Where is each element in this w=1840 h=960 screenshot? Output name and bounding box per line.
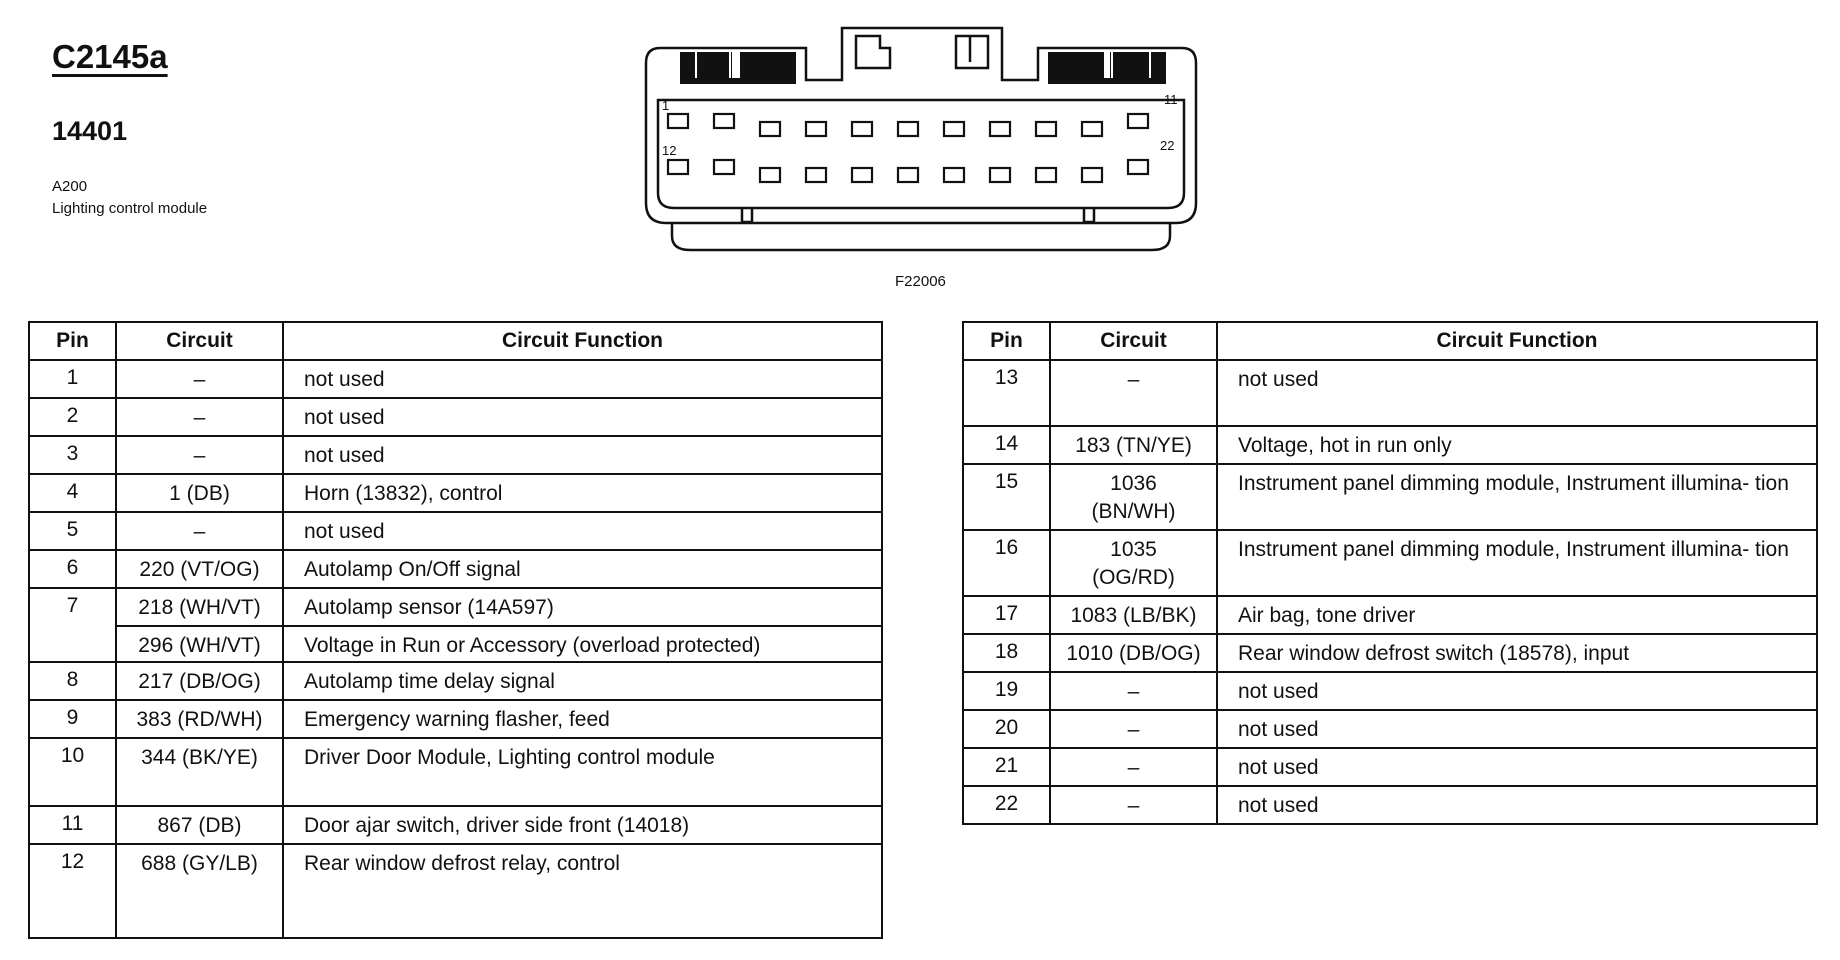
pin-cell: 14 [963, 426, 1050, 464]
pin-cell: 5 [29, 512, 116, 550]
pin-cell: 7 [29, 588, 116, 662]
function-cell: Emergency warning flasher, feed [283, 700, 882, 738]
circuit-cell: – [116, 512, 283, 550]
pin-cell: 4 [29, 474, 116, 512]
pin-cell: 10 [29, 738, 116, 806]
function-cell: not used [1217, 710, 1817, 748]
part-number: 14401 [52, 116, 128, 146]
circuit-cell: 867 (DB) [116, 806, 283, 844]
pin-cell: 22 [963, 786, 1050, 824]
table-row [963, 672, 1817, 710]
circuit-cell: 1035 (OG/RD) [1050, 530, 1217, 596]
table-row [29, 700, 882, 738]
table-row [29, 512, 882, 550]
circuit-cell: 217 (DB/OG) [116, 662, 283, 700]
function-cell: Driver Door Module, Lighting control module [283, 738, 882, 806]
circuit-cell: 220 (VT/OG) [116, 550, 283, 588]
table-row [963, 786, 1817, 824]
table-header-row [963, 322, 1817, 360]
function-cell: Horn (13832), control [283, 474, 882, 512]
function-cell: Rear window defrost switch (18578), input [1217, 634, 1817, 672]
table-row [29, 398, 882, 436]
pinout-table-right [962, 321, 1818, 825]
table-row [29, 806, 882, 844]
function-cell: Door ajar switch, driver side front (14018) [283, 806, 882, 844]
table-row [963, 530, 1817, 596]
table-row [963, 748, 1817, 786]
table-row [29, 550, 882, 588]
function-cell: Autolamp time delay signal [283, 662, 882, 700]
table-row [29, 844, 882, 938]
circuit-cell: 1010 (DB/OG) [1050, 634, 1217, 672]
circuit-cell: – [116, 360, 283, 398]
circuit-cell: – [116, 436, 283, 474]
circuit-cell: 1 (DB) [116, 474, 283, 512]
table-row [29, 360, 882, 398]
pin-cell: 2 [29, 398, 116, 436]
circuit-cell: – [116, 398, 283, 436]
pin-cell: 20 [963, 710, 1050, 748]
pin-cell: 12 [29, 844, 116, 938]
table-row [963, 360, 1817, 426]
function-cell: not used [1217, 748, 1817, 786]
pin-cell: 9 [29, 700, 116, 738]
table-row [29, 474, 882, 512]
table-row [29, 588, 882, 626]
function-cell: Voltage in Run or Accessory (overload protected) [283, 626, 882, 662]
pin-cell: 16 [963, 530, 1050, 596]
table-row [29, 626, 882, 662]
function-cell: not used [1217, 672, 1817, 710]
pin-cell: 21 [963, 748, 1050, 786]
figure-label: F22006 [895, 273, 946, 290]
circuit-cell: 1036 (BN/WH) [1050, 464, 1217, 530]
pin-cell: 17 [963, 596, 1050, 634]
module-code: A200 [52, 178, 88, 195]
pin-label-22: 22 [1160, 138, 1175, 153]
pin-cell: 11 [29, 806, 116, 844]
table-row [963, 596, 1817, 634]
table-row [963, 634, 1817, 672]
circuit-cell: 218 (WH/VT) [116, 588, 283, 626]
column-header-pin: Pin [963, 322, 1050, 360]
pinout-table-left [28, 321, 883, 939]
table-header-row [29, 322, 882, 360]
pin-cell: 8 [29, 662, 116, 700]
function-cell: Air bag, tone driver [1217, 596, 1817, 634]
function-cell: Voltage, hot in run only [1217, 426, 1817, 464]
function-cell: Instrument panel dimming module, Instrument illumina- tion [1217, 464, 1817, 530]
circuit-cell: 183 (TN/YE) [1050, 426, 1217, 464]
circuit-cell: 344 (BK/YE) [116, 738, 283, 806]
circuit-cell: 383 (RD/WH) [116, 700, 283, 738]
circuit-cell: – [1050, 672, 1217, 710]
table-row [29, 436, 882, 474]
function-cell: not used [1217, 360, 1817, 426]
connector-face-diagram [630, 18, 1210, 258]
column-header-pin: Pin [29, 322, 116, 360]
function-cell: not used [283, 512, 882, 550]
circuit-cell: 1083 (LB/BK) [1050, 596, 1217, 634]
pin-cell: 13 [963, 360, 1050, 426]
table-row [963, 464, 1817, 530]
circuit-cell: – [1050, 710, 1217, 748]
pin-cell: 1 [29, 360, 116, 398]
table-row [29, 738, 882, 806]
column-header-circuit: Circuit [1050, 322, 1217, 360]
pin-cell: 19 [963, 672, 1050, 710]
function-cell: Autolamp sensor (14A597) [283, 588, 882, 626]
table-row [963, 426, 1817, 464]
circuit-cell: 688 (GY/LB) [116, 844, 283, 938]
function-cell: Autolamp On/Off signal [283, 550, 882, 588]
function-cell: not used [283, 436, 882, 474]
circuit-cell: 296 (WH/VT) [116, 626, 283, 662]
pin-label-1: 1 [662, 98, 670, 113]
circuit-cell: – [1050, 748, 1217, 786]
pin-label-12: 12 [662, 143, 677, 158]
function-cell: Rear window defrost relay, control [283, 844, 882, 938]
pin-cell: 18 [963, 634, 1050, 672]
pin-cell: 3 [29, 436, 116, 474]
pin-label-11: 11 [1164, 92, 1178, 107]
circuit-cell: – [1050, 360, 1217, 426]
function-cell: not used [1217, 786, 1817, 824]
pin-cell: 15 [963, 464, 1050, 530]
function-cell: not used [283, 398, 882, 436]
function-cell: Instrument panel dimming module, Instrument illumina- tion [1217, 530, 1817, 596]
connector-id-title: C2145a [52, 38, 168, 75]
column-header-circuit: Circuit [116, 322, 283, 360]
table-row [963, 710, 1817, 748]
table-row [29, 662, 882, 700]
circuit-cell: – [1050, 786, 1217, 824]
function-cell: not used [283, 360, 882, 398]
column-header-function: Circuit Function [1217, 322, 1817, 360]
module-name: Lighting control module [52, 200, 208, 217]
column-header-function: Circuit Function [283, 322, 882, 360]
pin-cell: 6 [29, 550, 116, 588]
